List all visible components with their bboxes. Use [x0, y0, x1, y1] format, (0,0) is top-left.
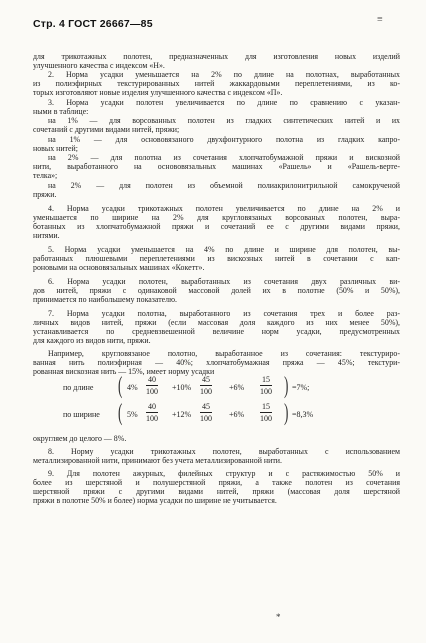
text-line: пряжи. [33, 190, 57, 199]
text-line: металлизированной нити, принимают без учета металлизированной нити. [33, 456, 282, 465]
numerator: 15 [262, 375, 270, 384]
left-paren: ( [118, 373, 123, 399]
text-line: 8. Норму усадки трикотажных полотен, выработанных с использованием [48, 447, 400, 456]
text-line: 3. Норма усадки полотен увеличивается по длине по сравнению с указан- [48, 98, 400, 107]
text-line: для каждого из видов нити, пряжи. [33, 336, 151, 345]
text-line: дов нитей, пряжи с одинаковой массовой долей их в полотне (50% и 50%), [33, 286, 400, 295]
right-paren: ) [284, 400, 289, 426]
footnote-mark: * [276, 612, 281, 622]
numerator: 45 [202, 402, 210, 411]
text-line: личных видов нитей, пряжи (если массовая доля каждого из них менее 50%), [33, 318, 400, 327]
formula-term: 4% [127, 383, 138, 392]
formula-term: 5% [127, 410, 138, 419]
text-line: 2. Норма усадки уменьшается на 2% по длине на полотнах, выработанных [48, 70, 400, 79]
page-header: Стр. 4 ГОСТ 26667—85 [33, 18, 153, 30]
formula-fraction [260, 375, 272, 396]
text-line: работанных плюшевыми переплетениями из вискозных нитей в сочетании с кап- [33, 254, 400, 263]
text-line: на 2% — для полотен из объемной полиакрилонитрильной самокрученой [48, 181, 400, 190]
denominator: 100 [200, 414, 212, 423]
text-line: нити, выработанного на основовязальных машинах «Рашель» и «Рашель-верте- [33, 162, 400, 171]
denominator: 100 [146, 414, 158, 423]
text-line: улучшенного качества с индексом «Н». [33, 61, 165, 70]
text-line: новых нитей; [33, 144, 78, 153]
numerator: 40 [148, 402, 156, 411]
text-line: ботанных из хлопчатобумажной пряжи и сочетаний ее с другими видами пряжи, [33, 222, 400, 231]
text-line: рованная вискозная нить — 15%, имеет норму усадки [33, 367, 215, 376]
text-line: 4. Норма усадки трикотажных полотен увеличивается по длине на 2% и [48, 204, 400, 213]
text-line: на 2% — для полотна из сочетания хлопчатобумажной пряжи и вискозной [48, 153, 400, 162]
text-line: роновыми на основовязальных машинах «Кокетт». [33, 263, 205, 272]
formula-result: =7%; [292, 383, 310, 392]
formula-fraction [260, 402, 272, 423]
text-line: ванная нить полиэфирная — 40%; хлопчатобумажная пряжа — 45%; текстури- [33, 358, 400, 367]
formula-term: +10% [172, 383, 192, 392]
formula-fraction [146, 375, 158, 396]
text-line: телка»; [33, 171, 58, 180]
formula-label: по длине [63, 383, 94, 392]
formula-term: +6% [229, 410, 245, 419]
text-line: устанавливается по средневзвешенной величине норм усадки, предусмотренных [33, 327, 400, 336]
text-line: на 1% — для ворсованных полотен из гладких синтетических нитей и их [48, 116, 400, 125]
text-line: уменьшается по ширине на 2% для кругловязаных ворсованых полотен, выра- [33, 213, 400, 222]
left-paren: ( [118, 400, 123, 426]
formula-term: +6% [229, 383, 245, 392]
text-line: округляем до целого — 8%. [33, 434, 127, 443]
text-line: для трикотажных полотен, предназначенных для изготовления новых изделий [33, 52, 400, 61]
numerator: 15 [262, 402, 270, 411]
text-line: из полиэфирных текстурированных нитей жаккардовыми переплетениями, из ко- [33, 79, 400, 88]
numerator: 40 [148, 375, 156, 384]
formula-result: =8,3% [292, 410, 314, 419]
text-line: 5. Норма усадки уменьшается на 4% по длине и ширине для полотен, вы- [48, 245, 400, 254]
right-paren: ) [284, 373, 289, 399]
text-line: на 1% — для основовязаного двухфонтурного полотна из гладких капро- [48, 135, 400, 144]
text-line: 6. Норма усадки полотен, выработанных из сочетания двух различных ви- [48, 277, 400, 286]
text-line: 7. Норма усадки полотна, выработанного из сочетания трех и более раз- [48, 309, 400, 318]
text-line: сочетаний с другими видами нитей, пряжи; [33, 125, 180, 134]
text-line: пряжи в полотне 50% и более) норма усадки по ширине не учитывается. [33, 496, 277, 505]
corner-mark: ≡ [377, 14, 383, 25]
denominator: 100 [146, 387, 158, 396]
text-line: 9. Для полотен ажурных, филейных структур и с растяжимостью 50% и [48, 469, 400, 478]
formula-label: по ширине [63, 410, 100, 419]
text-line: ными в таблице: [33, 107, 89, 116]
text-line: торых изготовляют новые изделия улучшенного качества с индексом «П». [33, 88, 283, 97]
denominator: 100 [200, 387, 212, 396]
text-line: шерстяной пряжи с другими видами нитей, пряжи (массовая доля шерстяной [33, 487, 400, 496]
formula-fraction [200, 375, 212, 396]
text-line: более из шерстяной и полушерстяной пряжи, а также полотен из сочетания [33, 478, 400, 487]
text-line: Например, кругловязаное полотно, выработанное из сочетания: текстуриро- [48, 349, 400, 358]
text-line: принимается по наибольшему показателю. [33, 295, 177, 304]
formula-fraction [146, 402, 158, 423]
formula-fraction [200, 402, 212, 423]
text-line: нитями. [33, 231, 60, 240]
numerator: 45 [202, 375, 210, 384]
denominator: 100 [260, 387, 272, 396]
denominator: 100 [260, 414, 272, 423]
formula-term: +12% [172, 410, 192, 419]
